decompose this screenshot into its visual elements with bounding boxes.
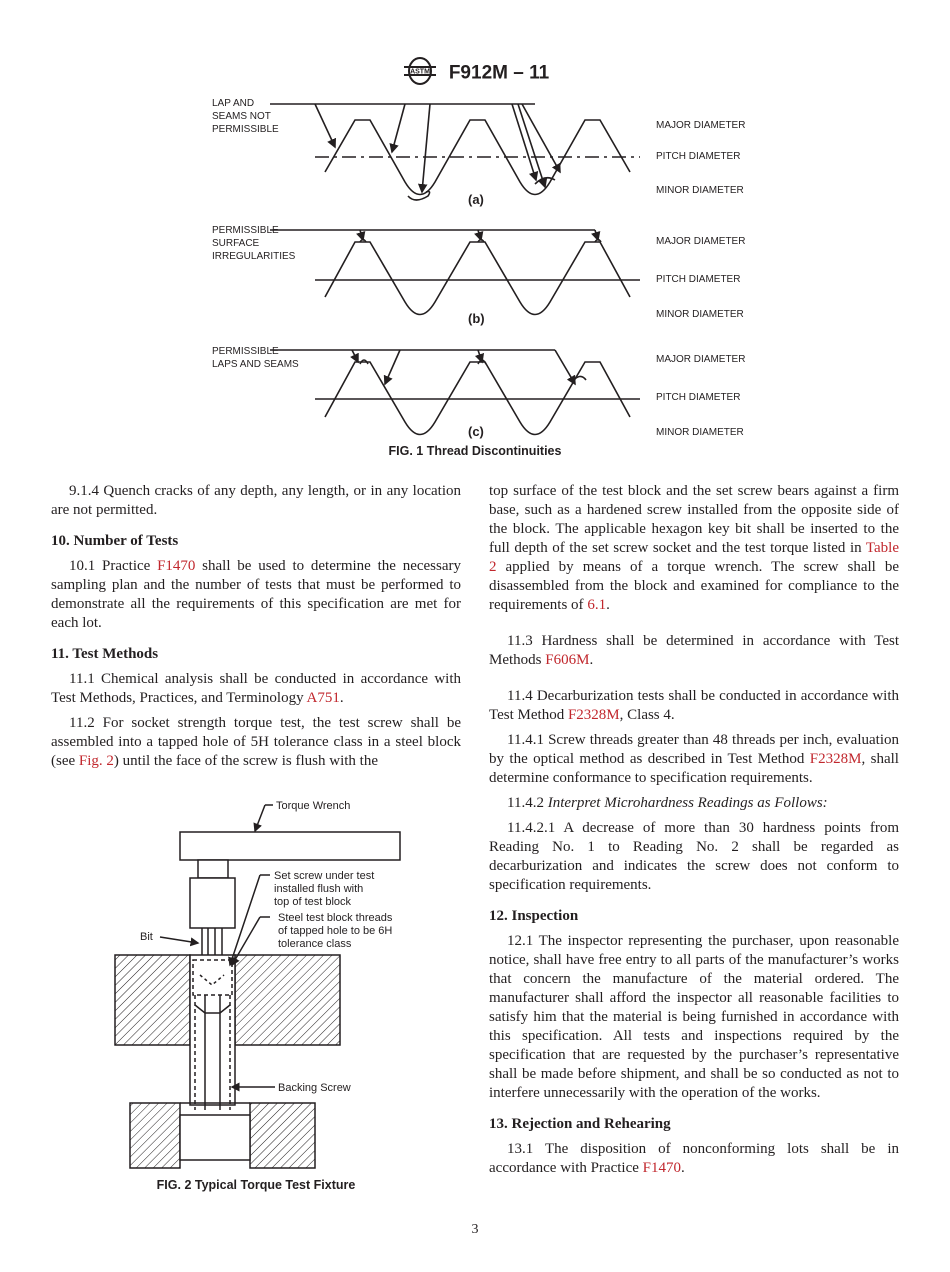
panel-a-callout-line-2: SEAMS NOT bbox=[212, 111, 271, 122]
backing-screw-head bbox=[180, 1115, 250, 1160]
para-11-4: 11.4 Decarburization tests shall be conducted in accordance with Test Method F2328M, Class 4. bbox=[489, 688, 899, 723]
astm-logo-icon bbox=[401, 56, 439, 91]
panel-b-pitch-diameter-label: PITCH DIAMETER bbox=[656, 274, 741, 285]
panel-b-minor-diameter-label: MINOR DIAMETER bbox=[656, 309, 744, 320]
ref-f2328m-link-2[interactable]: F2328M bbox=[809, 751, 862, 767]
para-11-1: 11.1 Chemical analysis shall be conducted in accordance with Test Methods, Practices, and Terminology A751. bbox=[51, 671, 461, 706]
right-column bbox=[489, 482, 899, 1184]
ref-a751-link[interactable]: A751 bbox=[306, 690, 340, 706]
para-9-1-4: 9.1.4 Quench cracks of any depth, any length, or in any location are not permitted. bbox=[51, 483, 461, 518]
panel-a-callout-line-1: LAP AND bbox=[212, 98, 255, 109]
panel-b-label: (b) bbox=[468, 311, 485, 326]
panel-a-seam-mark bbox=[535, 178, 555, 184]
ref-table-2-link[interactable]: Table 2 bbox=[489, 540, 899, 575]
torque-wrench-bar bbox=[180, 832, 400, 860]
ref-f606m-link[interactable]: F606M bbox=[545, 652, 590, 668]
panel-b-callout-line-2: SURFACE bbox=[212, 238, 260, 249]
panel-b-callout-line-3: IRREGULARITIES bbox=[212, 251, 296, 262]
figure-2-caption: FIG. 2 Typical Torque Test Fixture bbox=[156, 1178, 356, 1192]
steel-block-left bbox=[115, 955, 190, 1045]
para-11-4-1: 11.4.1 Screw threads greater than 48 threads per inch, evaluation by the optical method as described in Test Method F2328M, shall determine conformance to specification requirements. bbox=[489, 732, 899, 786]
ref-fig-2-link[interactable]: Fig. 2 bbox=[78, 753, 114, 769]
panel-c-callout-line-2: LAPS AND SEAMS bbox=[212, 359, 299, 370]
figure-1-thread-discontinuities bbox=[200, 92, 760, 442]
ref-f1470-link-2[interactable]: F1470 bbox=[642, 1160, 682, 1176]
section-11-heading: 11. Test Methods bbox=[51, 646, 159, 662]
base-block-left bbox=[130, 1103, 180, 1168]
steel-block-label-line-1: Steel test block threads bbox=[278, 912, 393, 924]
base-block-right bbox=[250, 1103, 315, 1168]
page-number: 3 bbox=[471, 1222, 479, 1237]
bit-label: Bit bbox=[140, 931, 153, 943]
panel-b-major-diameter-label: MAJOR DIAMETER bbox=[656, 236, 746, 247]
para-11-3: 11.3 Hardness shall be determined in accordance with Test Methods F606M. bbox=[489, 633, 899, 668]
document-designation: F912M – 11 bbox=[448, 62, 550, 84]
panel-a-major-diameter-label: MAJOR DIAMETER bbox=[656, 120, 746, 131]
panel-a-pitch-diameter-label: PITCH DIAMETER bbox=[656, 151, 741, 162]
section-13-heading: 13. Rejection and Rehearing bbox=[489, 1116, 671, 1132]
ref-f1470-link[interactable]: F1470 bbox=[157, 558, 196, 574]
panel-b-callout-line-1: PERMISSIBLE bbox=[212, 225, 279, 236]
panel-a-minor-diameter-label: MINOR DIAMETER bbox=[656, 185, 744, 196]
panel-a-label: (a) bbox=[468, 192, 484, 207]
page-header bbox=[0, 56, 950, 91]
steel-block-label-line-2: of tapped hole to be 6H bbox=[278, 925, 393, 937]
para-10-1: 10.1 Practice F1470 shall be used to determine the necessary sampling plan and the number of tests that must be performed to demonstrate all the requirements of this specification are met for each lot. bbox=[51, 558, 461, 631]
para-11-4-2: 11.4.2 Interpret Microhardness Readings as Follows: bbox=[507, 795, 828, 811]
para-11-2-continued: top surface of the test block and the set screw bears against a firm base, such as a hardened screw installed from the opposite side of the block. The applicable hexagon key bit shall be inserted to the full depth of the set screw socket and the test torque listed in Table 2 applied by means of a torque wrench. The screw shall be disassembled from the block and examined for compliance to the requirements of 6.1. bbox=[489, 483, 899, 613]
panel-c-pitch-diameter-label: PITCH DIAMETER bbox=[656, 392, 741, 403]
para-12-1: 12.1 The inspector representing the purchaser, upon reasonable notice, shall have free entry to all parts of the manufacturer’s works that concern the manufacture of the material ordered. The manufacturer shall afford the inspector all reasonable facilities to satisfy him that the material is being furnished in accordance with this specification. All tests and inspections required by the specification that are requested by the purchaser’s representative shall be made before shipment, and shall be so conducted as not to interfere unnecessarily with the operation of the works. bbox=[489, 933, 899, 1101]
left-column bbox=[51, 482, 461, 777]
ref-f2328m-link[interactable]: F2328M bbox=[567, 707, 620, 723]
figure-1-caption: FIG. 1 Thread Discontinuities bbox=[388, 444, 562, 458]
panel-c-minor-diameter-label: MINOR DIAMETER bbox=[656, 427, 744, 438]
steel-block-right bbox=[235, 955, 340, 1045]
steel-block-label-line-3: tolerance class bbox=[278, 938, 352, 950]
set-screw-label-line-3: top of test block bbox=[274, 896, 352, 908]
panel-b-thread-profile bbox=[325, 242, 630, 315]
panel-c-callout-line-1: PERMISSIBLE bbox=[212, 346, 279, 357]
ref-6-1-link[interactable]: 6.1 bbox=[587, 597, 607, 613]
set-screw-label-line-2: installed flush with bbox=[274, 883, 364, 895]
panel-a-callout-line-3: PERMISSIBLE bbox=[212, 124, 279, 135]
torque-wrench-label: Torque Wrench bbox=[276, 800, 351, 812]
para-11-4-2-1: 11.4.2.1 A decrease of more than 30 hardness points from Reading No. 1 to Reading No. 2 shall be regarded as decarburization and indicates the screw does not conform to specification requirements. bbox=[489, 820, 899, 893]
astm-logo-text: ASTM bbox=[409, 68, 430, 76]
para-11-2: 11.2 For socket strength torque test, the test screw shall be assembled into a tapped hole of 5H tolerance class in a steel block (see Fig. 2) until the face of the screw is flush with the bbox=[51, 715, 461, 769]
para-13-1: 13.1 The disposition of nonconforming lots shall be in accordance with Practice F1470. bbox=[489, 1141, 899, 1176]
panel-c-label: (c) bbox=[468, 424, 484, 439]
set-screw-label-line-1: Set screw under test bbox=[274, 870, 375, 882]
backing-screw-label: Backing Screw bbox=[278, 1082, 351, 1094]
figure-2-torque-test-fixture bbox=[110, 795, 410, 1175]
wrench-socket bbox=[190, 878, 235, 928]
section-10-heading: 10. Number of Tests bbox=[51, 533, 179, 549]
section-12-heading: 12. Inspection bbox=[489, 908, 579, 924]
panel-c-major-diameter-label: MAJOR DIAMETER bbox=[656, 354, 746, 365]
